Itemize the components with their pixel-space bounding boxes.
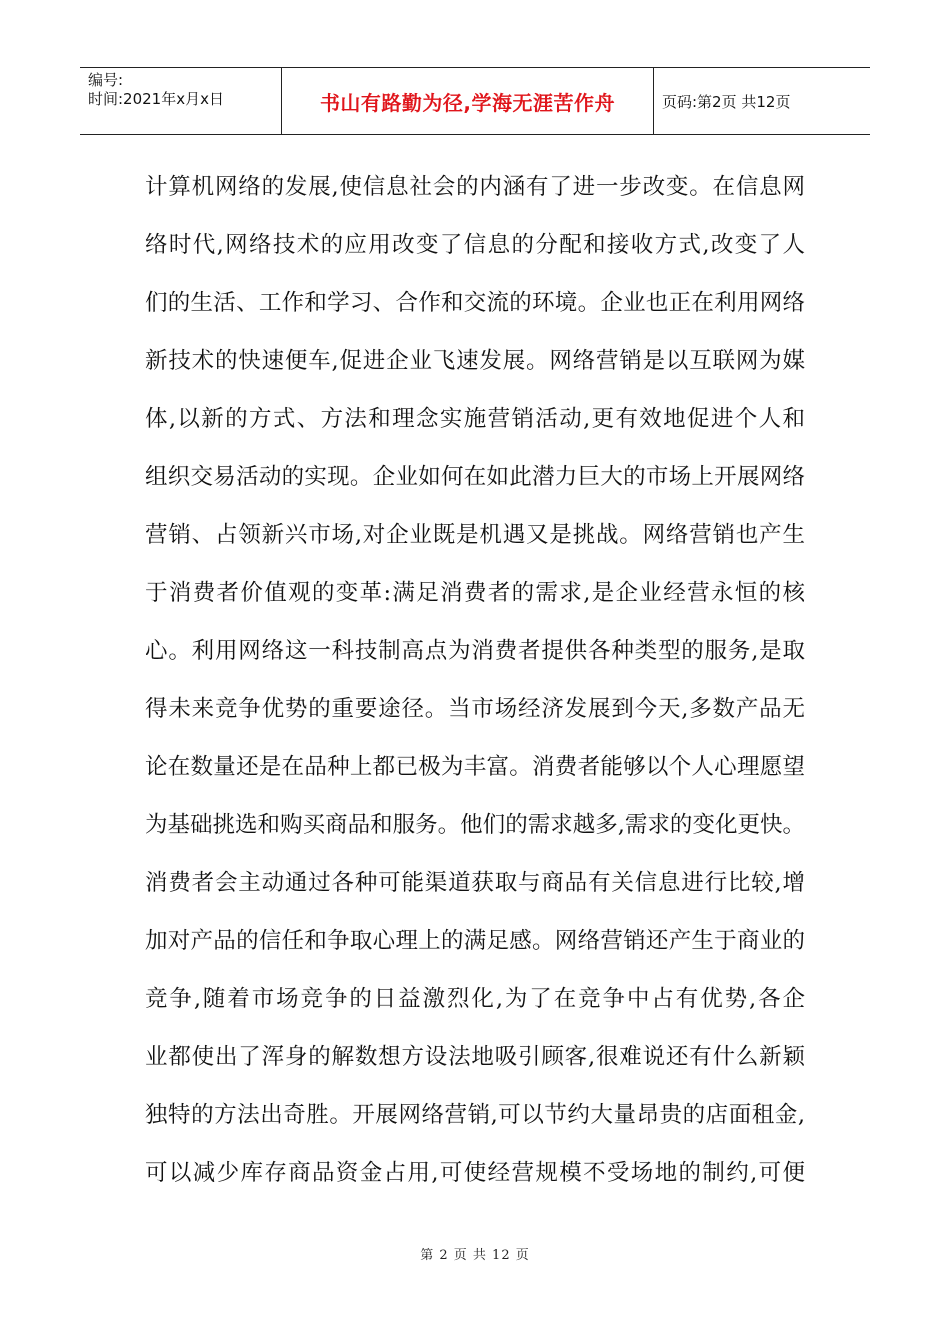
body-line: 营销、占领新兴市场,对企业既是机遇又是挑战。网络营销也产生 [145,522,805,548]
document-date: 时间:2021年x月x日 [88,90,224,108]
page-header [80,67,870,135]
body-line: 为基础挑选和购买商品和服务。他们的需求越多,需求的变化更快。 [145,812,805,838]
body-line: 组织交易活动的实现。企业如何在如此潜力巨大的市场上开展网络 [145,464,805,490]
body-line: 独特的方法出奇胜。开展网络营销,可以节约大量昂贵的店面租金, [145,1102,805,1128]
body-line: 竞争,随着市场竞争的日益激烈化,为了在竞争中占有优势,各企 [145,986,805,1012]
body-line: 心。利用网络这一科技制高点为消费者提供各种类型的服务,是取 [145,638,805,664]
body-line: 论在数量还是在品种上都已极为丰富。消费者能够以个人心理愿望 [145,754,805,780]
header-page-info: 页码:第2页 共12页 [662,92,791,111]
body-line: 络时代,网络技术的应用改变了信息的分配和接收方式,改变了人 [145,232,805,258]
body-line: 可以减少库存商品资金占用,可使经营规模不受场地的制约,可便 [145,1160,805,1186]
body-line: 消费者会主动通过各种可能渠道获取与商品有关信息进行比较,增 [145,870,805,896]
body-line: 新技术的快速便车,促进企业飞速发展。网络营销是以互联网为媒 [145,348,805,374]
header-meta [80,68,282,134]
body-line: 业都使出了浑身的解数想方设法地吸引顾客,很难说还有什么新颖 [145,1044,805,1070]
body-line: 们的生活、工作和学习、合作和交流的环境。企业也正在利用网络 [145,290,805,316]
document-body [145,158,805,1202]
body-line: 体,以新的方式、方法和理念实施营销活动,更有效地促进个人和 [145,406,805,432]
body-line: 得未来竞争优势的重要途径。当市场经济发展到今天,多数产品无 [145,696,805,722]
page-footer: 第 2 页 共 12 页 [420,1248,530,1263]
document-number-label: 编号: [88,71,124,89]
body-line: 加对产品的信任和争取心理上的满足感。网络营销还产生于商业的 [145,928,805,954]
header-motto: 书山有路勤为径,学海无涯苦作舟 [282,68,654,134]
body-line: 计算机网络的发展,使信息社会的内涵有了进一步改变。在信息网 [145,174,805,200]
body-line: 于消费者价值观的变革:满足消费者的需求,是企业经营永恒的核 [145,580,805,606]
